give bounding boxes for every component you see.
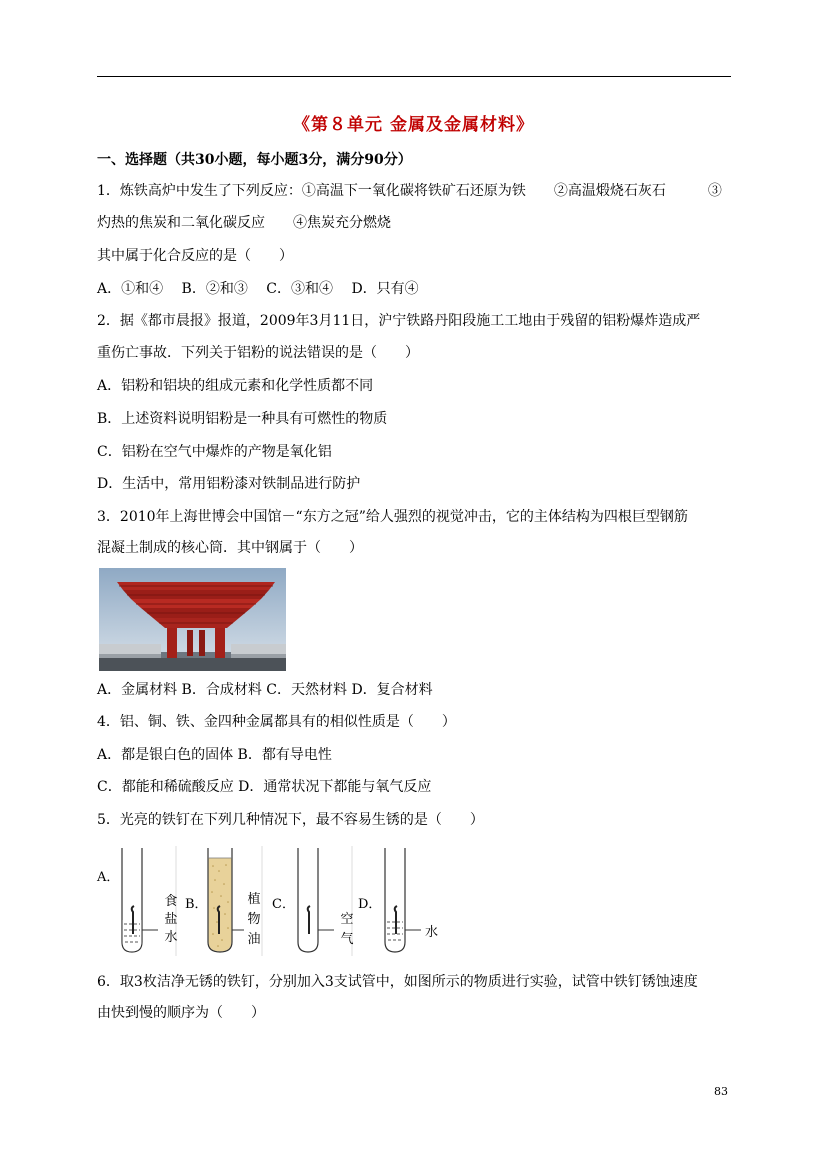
tube-a-label-3: 水 — [164, 930, 178, 945]
tube-c-label-1: 空 — [340, 912, 354, 927]
tube-b-label-2: 物 — [247, 912, 261, 927]
q2-option-d: D．生活中，常用铝粉漆对铁制品进行防护 — [97, 476, 361, 492]
page-number: 83 — [714, 1085, 728, 1098]
q2-option-b: B．上述资料说明铝粉是一种具有可燃性的物质 — [97, 411, 388, 427]
q4-options-cd: C．都能和稀硫酸反应 D．通常状况下都能与氧气反应 — [97, 779, 432, 795]
q3-options: A．金属材料 B．合成材料 C．天然材料 D．复合材料 — [97, 682, 433, 698]
china-pavilion-photo — [99, 568, 286, 671]
tube-b-letter: B． — [185, 897, 208, 912]
tube-a-label-2: 盐 — [164, 912, 178, 927]
section-heading: 一、选择题（共30小题，每小题3分，满分90分） — [97, 152, 412, 168]
q5-line1: 5．光亮的铁钉在下列几种情况下，最不容易生锈的是（ ） — [97, 812, 484, 828]
q1-options: A．①和④ B．②和③ C．③和④ D．只有④ — [97, 281, 419, 297]
q2-option-a: A．铝粉和铝块的组成元素和化学性质都不同 — [97, 378, 374, 394]
tube-b-label-3: 油 — [247, 932, 261, 947]
q6-line1: 6．取3枚洁净无锈的铁钉，分别加入3支试管中，如图所示的物质进行实验，试管中铁钉锈蚀速度 — [97, 974, 698, 990]
q2-line2: 重伤亡事故．下列关于铝粉的说法错误的是（ ） — [97, 345, 419, 361]
page-title: 《第８单元 金属及金属材料》 — [293, 115, 534, 135]
tube-d-label-1: 水 — [425, 925, 439, 940]
q6-line2: 由快到慢的顺序为（ ） — [97, 1005, 265, 1021]
q2-line1: 2．据《都市晨报》报道，2009年3月11日，沪宁铁路丹阳段施工工地由于残留的铝粉爆炸造成严 — [97, 313, 701, 329]
q4-line1: 4．铝、铜、铁、金四种金属都具有的相似性质是（ ） — [97, 714, 456, 730]
tube-b-label-1: 植 — [247, 892, 261, 907]
tube-a-letter: A． — [97, 870, 120, 885]
tube-d-letter: D． — [358, 897, 382, 912]
q3-line2: 混凝土制成的核心筒．其中钢属于（ ） — [97, 540, 363, 556]
q4-options-ab: A．都是银白色的固体 B．都有导电性 — [97, 747, 332, 763]
q1-line3: 其中属于化合反应的是（ ） — [97, 248, 293, 264]
q2-option-c: C．铝粉在空气中爆炸的产物是氧化铝 — [97, 444, 332, 460]
tube-a-label-1: 食 — [164, 894, 178, 909]
tube-c-letter: C． — [272, 897, 295, 912]
tube-c-label-2: 气 — [340, 932, 354, 947]
q3-line1: 3．2010年上海世博会中国馆－“东方之冠”给人强烈的视觉冲击，它的主体结构为四根巨型钢筋 — [97, 509, 688, 525]
header-rule — [97, 76, 731, 77]
q1-line2: 灼热的焦炭和二氧化碳反应 ④焦炭充分燃烧 — [97, 215, 391, 231]
q1-line1: 1．炼铁高炉中发生了下列反应：①高温下一氧化碳将铁矿石还原为铁 ②高温煅烧石灰石 ③ — [97, 183, 722, 199]
